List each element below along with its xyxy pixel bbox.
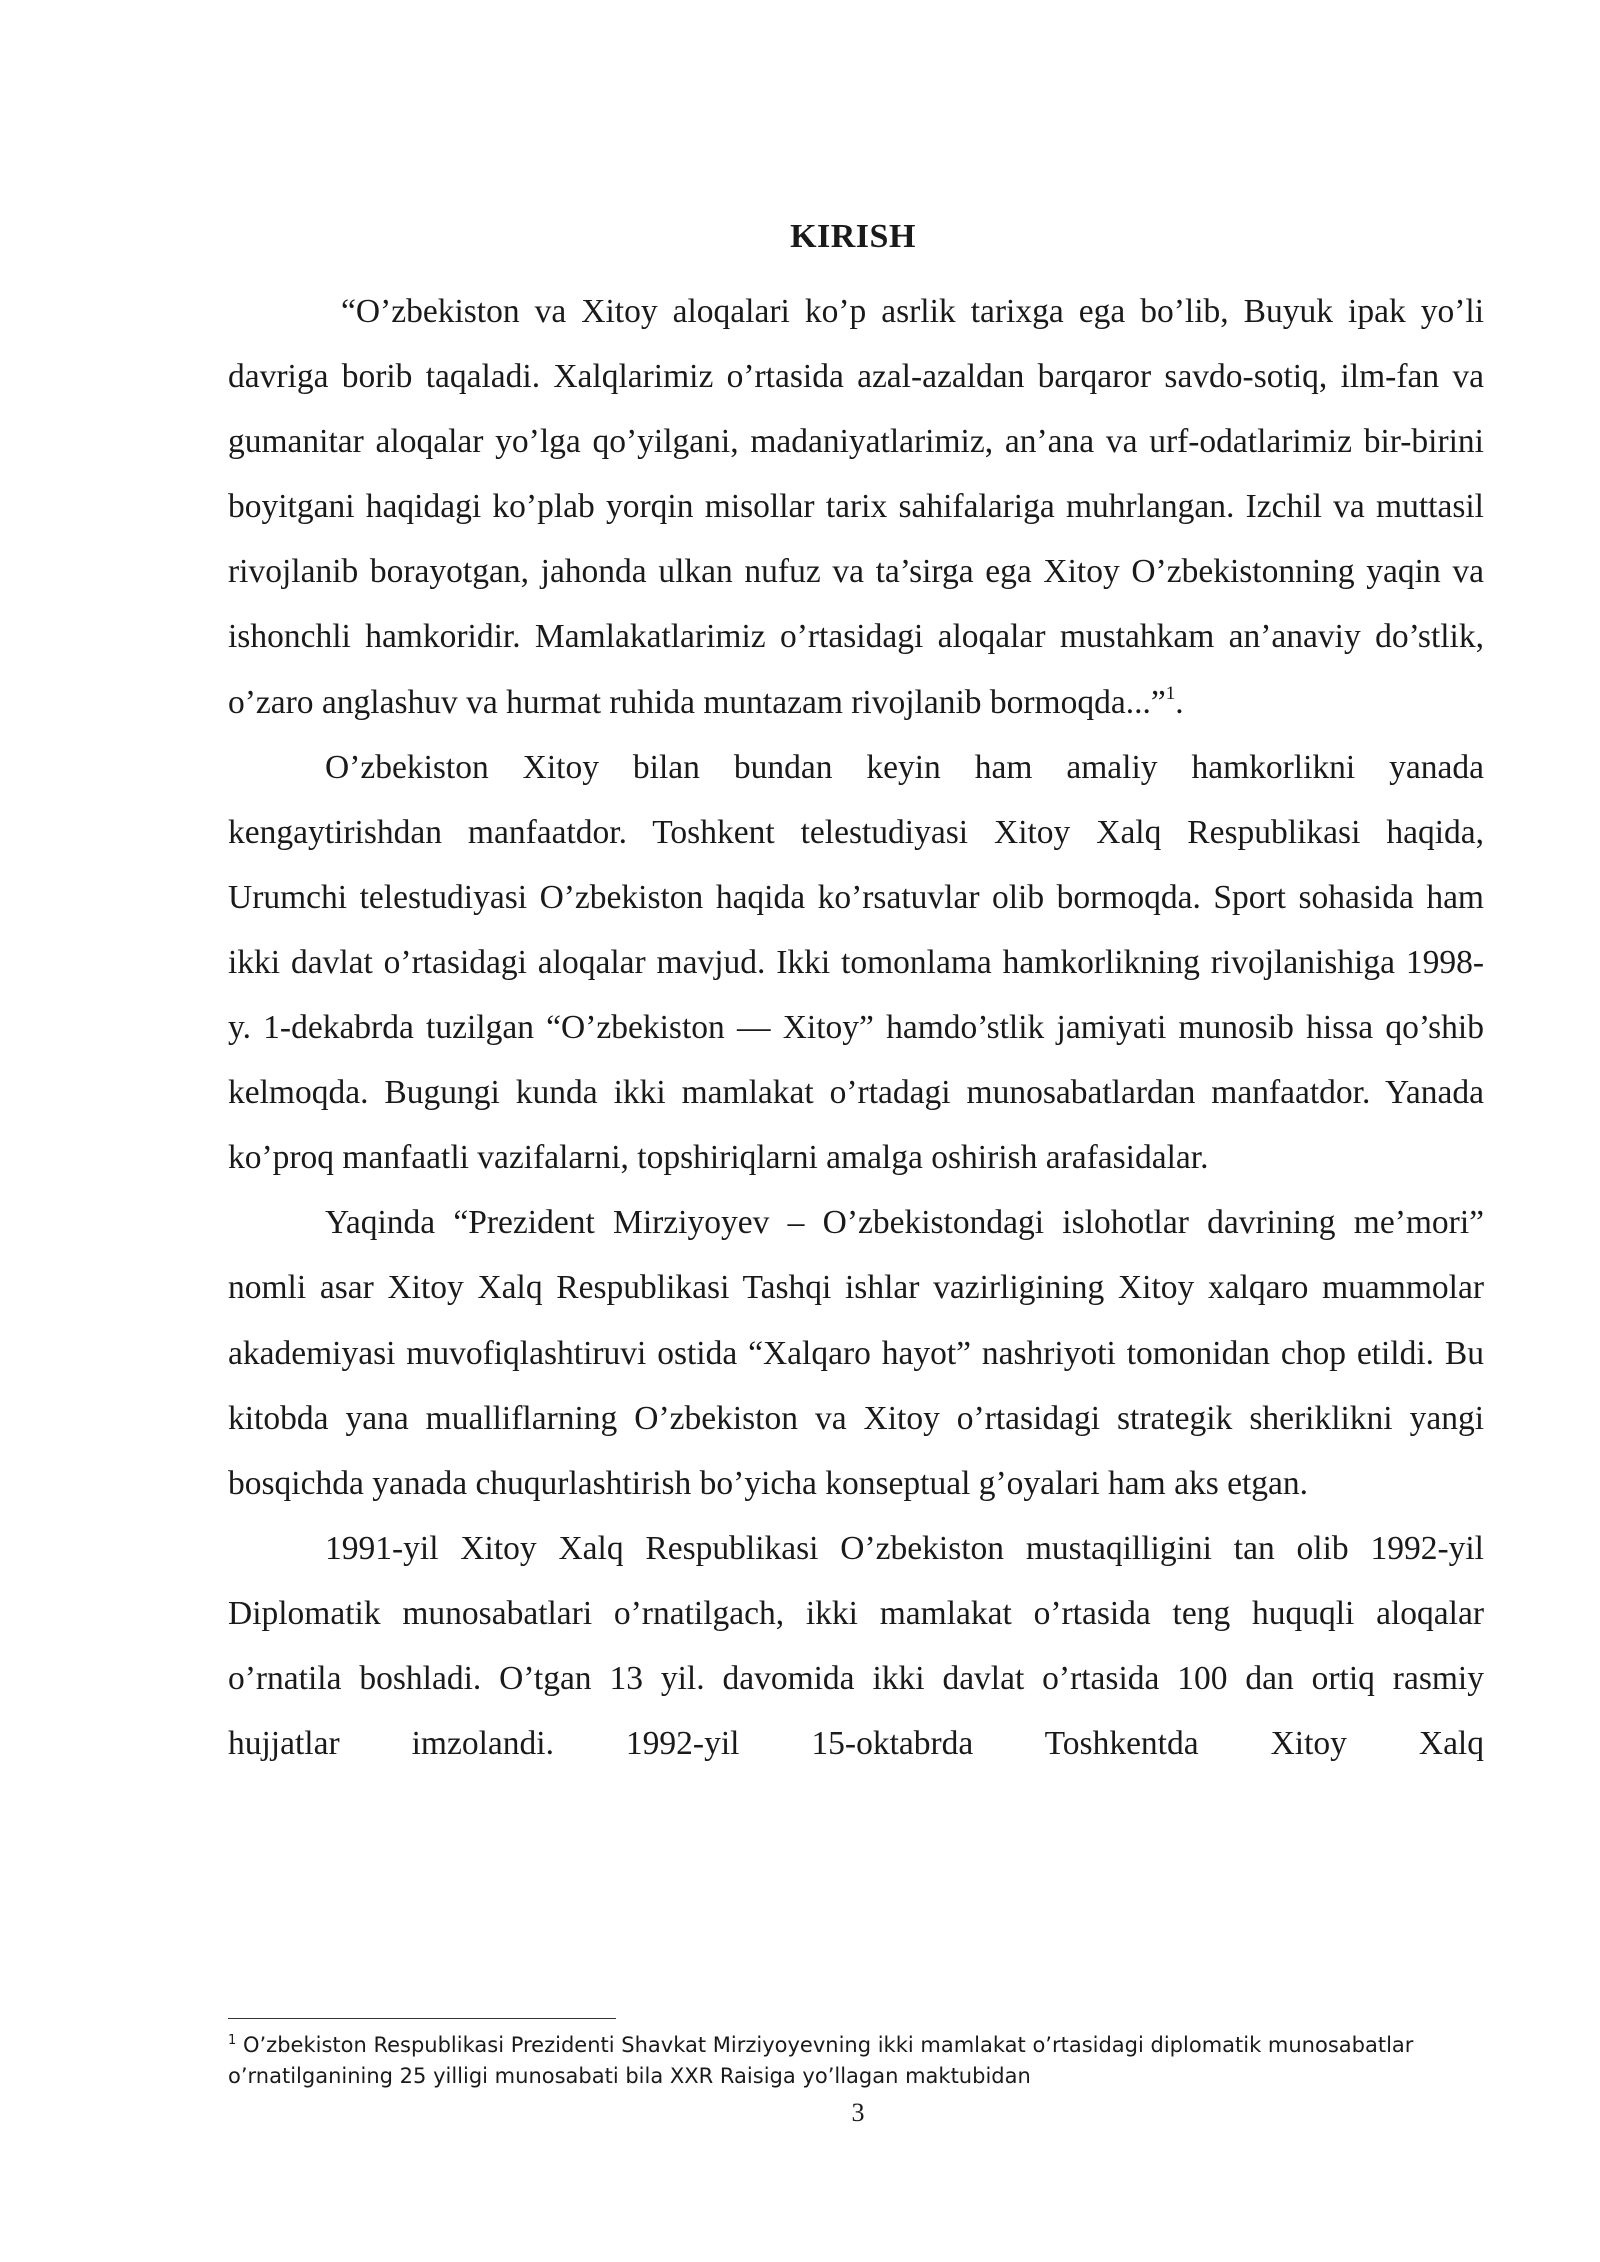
- footnote-marker: 1: [228, 2033, 237, 2048]
- footnote: [228, 2030, 1498, 2092]
- paragraph-3: Yaqinda “Prezident Mirziyoyev – O’zbekistondagi islohotlar davrining me’mori” nomli asar Xitoy Xalq Respublikasi Tashqi ishlar vazirligining Xitoy xalqaro muammolar akademiyasi muvofiqlashtiruvi ostida “Xalqaro hayot” nashriyoti tomonidan chop etildi. Bu kitobda yana mualliflarning O’zbekiston va Xitoy o’rtasidagi strategik sheriklikni yangi bosqichda yanada chuqurlashtirish bo’yicha konseptual g’oyalari ham aks etgan.: [228, 1204, 1484, 1502]
- paragraph-2: O’zbekiston Xitoy bilan bundan keyin ham amaliy hamkorlikni yanada kengaytirishdan manfaatdor. Toshkent telestudiyasi Xitoy Xalq Respublikasi haqida, Urumchi telestudiyasi O’zbekiston haqida ko’rsatuvlar olib bormoqda. Sport sohasida ham ikki davlat o’rtasidagi aloqalar mavjud. Ikki tomonlama hamkorlikning rivojlanishiga 1998-y. 1-dekabrda tuzilgan “O’zbekiston — Xitoy” hamdo’stlik jamiyati munosib hissa qo’shib kelmoqda. Bugungi kunda ikki mamlakat o’rtadagi munosabatlardan manfaatdor. Yanada ko’proq manfaatli vazifalarni, topshiriqlarni amalga oshirish arafasidalar.: [228, 748, 1484, 1177]
- page-heading: KIRISH: [790, 218, 916, 255]
- footnote-reference[interactable]: 1: [1165, 682, 1176, 704]
- paragraph-4: 1991-yil Xitoy Xalq Respublikasi O’zbekiston mustaqilligini tan olib 1992-yil Diplomatik munosabatlari o’rnatilgach, ikki mamlakat o’rtasida teng huquqli aloqalar o’rnatila boshladi. O’tgan 13 yil. davomida ikki davlat o’rtasida 100 dan ortiq rasmiy hujjatlar imzolandi. 1992-yil 15-oktabrda Toshkentda Xitoy Xalq: [228, 1529, 1484, 1763]
- footnote-separator: [228, 2018, 616, 2019]
- paragraph-1-end: .: [1175, 683, 1184, 721]
- paragraph-1: [228, 279, 1484, 735]
- body-text: [228, 279, 1484, 1776]
- footnote-text: O’zbekiston Respublikasi Prezidenti Shavkat Mirziyoyevning ikki mamlakat o’rtasidagi diplomatik munosabatlar o’rnatilganining 25 yilligi munosabati bila XXR Raisiga yo’llagan maktubidan: [228, 2033, 1414, 2088]
- paragraph-1-text: “O’zbekiston va Xitoy aloqalari ko’p asrlik tarixga ega bo’lib, Buyuk ipak yo’li davriga borib taqaladi. Xalqlarimiz o’rtasida azal-azaldan barqaror savdo-sotiq, ilm-fan va gumanitar aloqalar yo’lga qo’yilgani, madaniyatlarimiz, an’ana va urf-odatlarimiz bir-birini boyitgani haqidagi ko’plab yorqin misollar tarix sahifalariga muhrlangan. Izchil va muttasil rivojlanib borayotgan, jahonda ulkan nufuz va ta’sirga ega Xitoy O’zbekistonning yaqin va ishonchli hamkoridir. Mamlakatlarimiz o’rtasidagi aloqalar mustahkam an’anaviy do’stlik, o’zaro anglashuv va hurmat ruhida muntazam rivojlanib bormoqda...”: [228, 293, 1484, 721]
- page-number: 3: [851, 2098, 865, 2127]
